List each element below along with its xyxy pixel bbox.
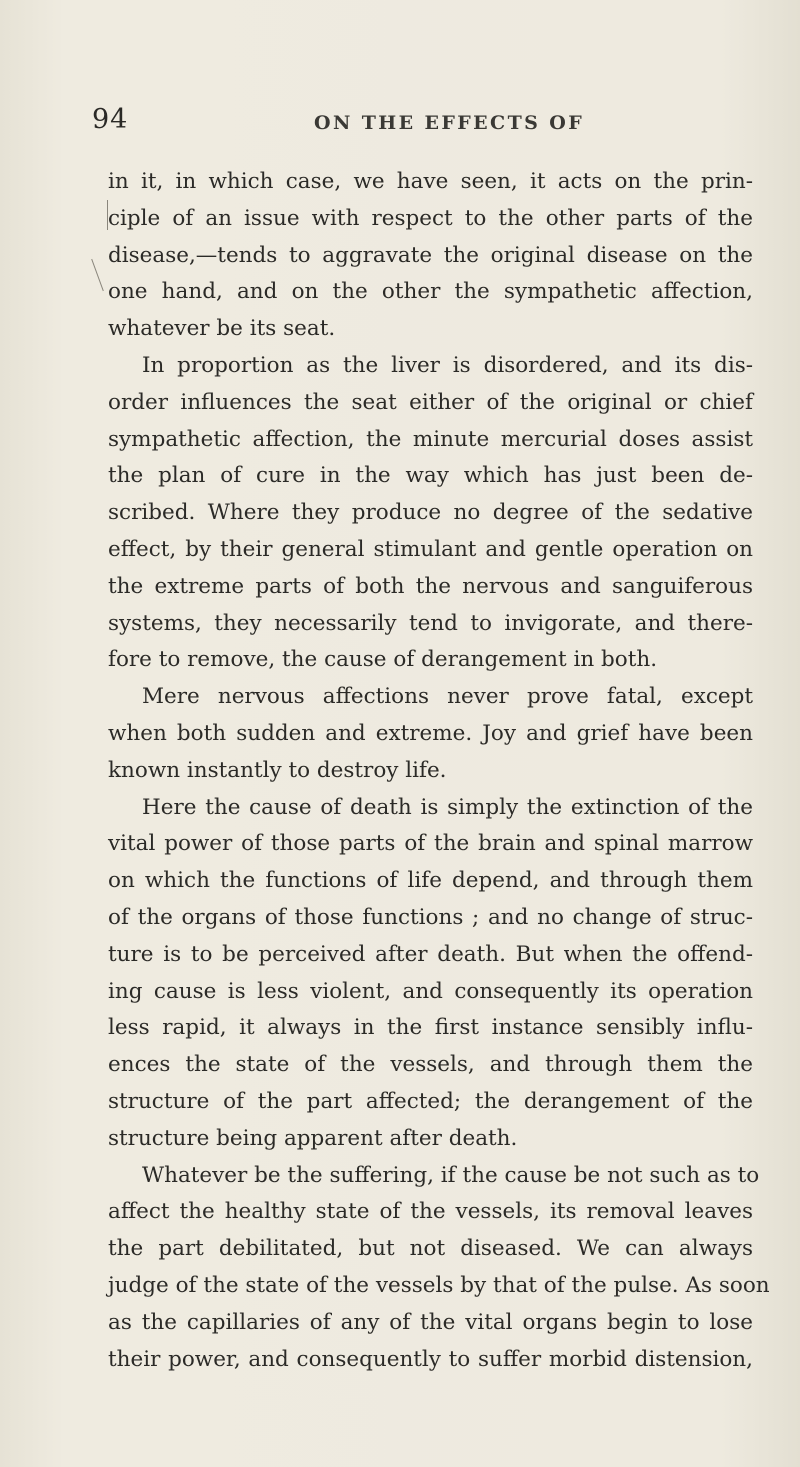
- text-line: as the capillaries of any of the vital organs begin to lose: [108, 1309, 753, 1335]
- text-line: fore to remove, the cause of derangement in both.: [108, 647, 658, 673]
- text-line: In proportion as the liver is disordered, and its dis-: [142, 352, 753, 378]
- text-line: in it, in which case, we have seen, it acts on the prin-: [108, 169, 753, 194]
- text-line: their power, and consequently to suffer morbid distension,: [108, 1346, 753, 1372]
- text-line: structure of the part affected; the derangement of the: [108, 1088, 753, 1114]
- text-line: when both sudden and extreme. Joy and grief have been: [108, 720, 753, 746]
- text-line: known instantly to destroy life.: [108, 757, 447, 783]
- gutter-mark: [91, 259, 104, 291]
- page-number: 94: [92, 104, 129, 135]
- running-head: ON THE EFFECTS OF: [314, 112, 585, 134]
- text-line: ture is to be perceived after death. But when the offend-: [108, 941, 753, 967]
- text-line: less rapid, it always in the first instance sensibly influ-: [108, 1015, 753, 1041]
- text-line: one hand, and on the other the sympathetic affection,: [108, 279, 753, 305]
- text-line: judge of the state of the vessels by that of the pulse. As soon: [108, 1272, 770, 1298]
- text-line: Mere nervous affections never prove fatal, except: [142, 684, 753, 710]
- text-line: of the organs of those functions ; and no change of struc-: [108, 904, 753, 930]
- text-line: effect, by their general stimulant and gentle operation on: [108, 536, 753, 562]
- text-line: sympathetic affection, the minute mercurial doses assist: [108, 426, 753, 452]
- text-line: ences the state of the vessels, and through them the: [108, 1052, 753, 1078]
- page-header: [92, 104, 732, 148]
- text-line: affect the healthy state of the vessels, its removal leaves: [108, 1199, 753, 1225]
- text-line: whatever be its seat.: [108, 316, 336, 342]
- text-line: ing cause is less violent, and consequently its operation: [108, 978, 753, 1004]
- text-line: systems, they necessarily tend to invigorate, and there-: [108, 610, 753, 636]
- text-line: Whatever be the suffering, if the cause be not such as to: [142, 1162, 760, 1188]
- text-line: disease,—tends to aggravate the original disease on the: [108, 242, 753, 268]
- text-line: Here the cause of death is simply the extinction of the: [142, 794, 753, 820]
- text-line: ciple of an issue with respect to the other parts of the: [108, 205, 753, 231]
- text-line: scribed. Where they produce no degree of the sedative: [108, 500, 753, 526]
- body-text: [108, 164, 770, 1378]
- text-line: vital power of those parts of the brain and spinal marrow: [108, 831, 753, 857]
- text-line: structure being apparent after death.: [108, 1125, 518, 1151]
- text-line: the plan of cure in the way which has just been de-: [108, 463, 753, 489]
- text-line: the extreme parts of both the nervous and sanguiferous: [108, 573, 753, 599]
- text-line: the part debilitated, but not diseased. We can always: [108, 1236, 753, 1262]
- text-line: on which the functions of life depend, and through them: [108, 868, 753, 894]
- text-line: order influences the seat either of the original or chief: [108, 389, 753, 415]
